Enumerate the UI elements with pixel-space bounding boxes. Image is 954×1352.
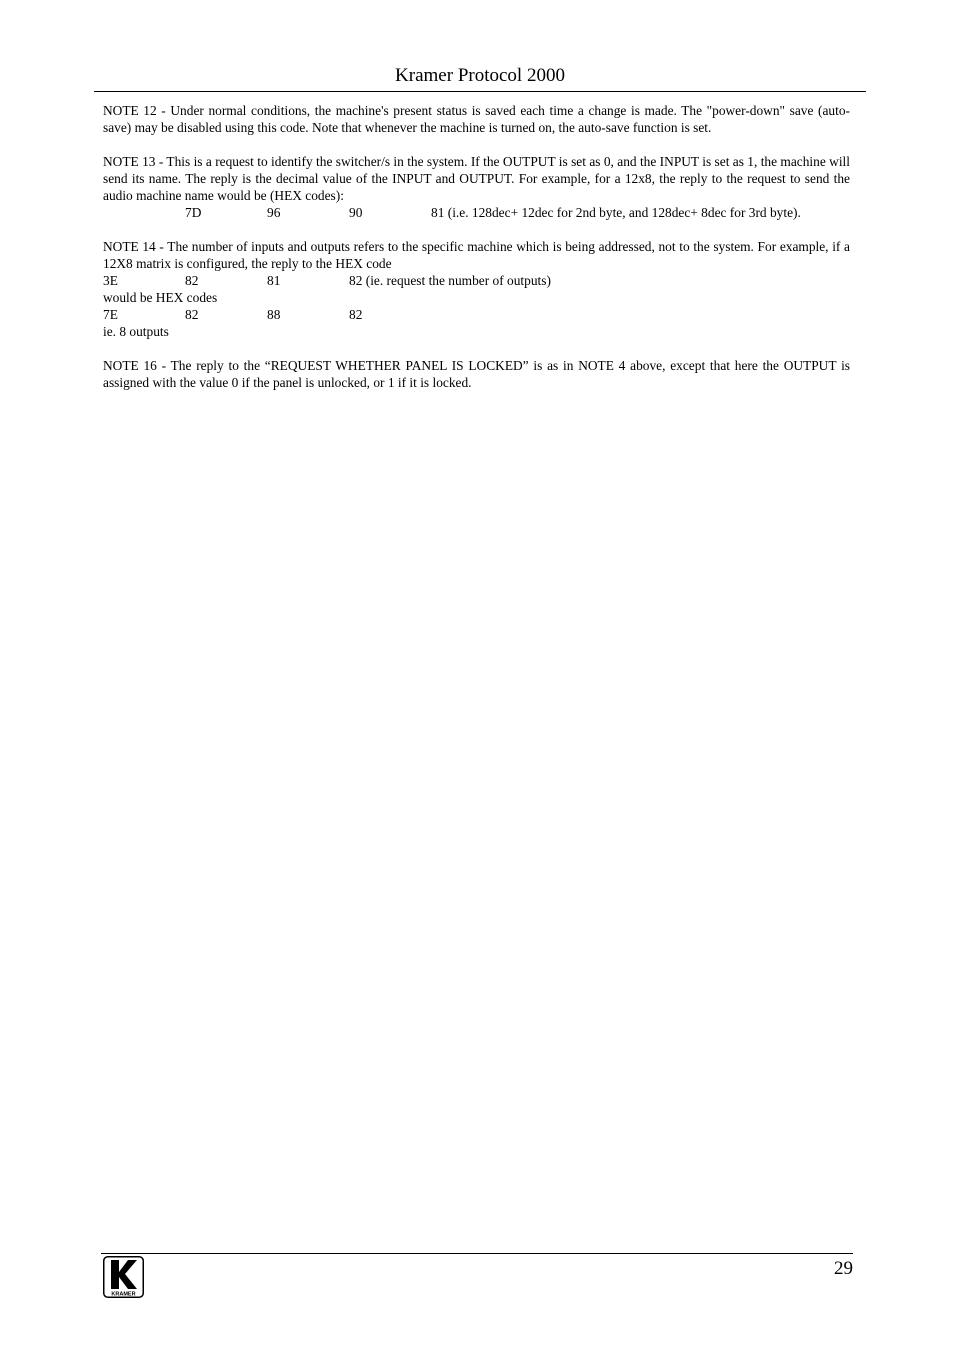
hex-byte: 3E — [103, 273, 118, 288]
hex-byte: 82 (ie. request the number of outputs) — [349, 273, 551, 288]
note-13-hex-row — [103, 204, 850, 221]
hex-byte: 90 — [349, 205, 363, 220]
document-body — [103, 102, 850, 408]
hex-byte: 81 — [267, 273, 281, 288]
note-14 — [103, 238, 850, 340]
footer-divider — [101, 1253, 853, 1254]
hex-byte: 82 — [349, 307, 363, 322]
header-divider — [94, 91, 866, 92]
hex-byte: 7D — [185, 205, 202, 220]
hex-byte: 88 — [267, 307, 281, 322]
note-14-text: NOTE 14 - The number of inputs and outputs refers to the specific machine which is being addressed, not to the system. For example, if a 12X8 matrix is configured, the reply to the HEX code — [103, 239, 850, 271]
note-14-request-hex-row — [103, 272, 850, 289]
hex-byte: 82 — [185, 307, 199, 322]
note-13 — [103, 153, 850, 221]
note-14-tail-text: ie. 8 outputs — [103, 324, 169, 339]
note-13-text: NOTE 13 - This is a request to identify the switcher/s in the system. If the OUTPUT is set as 0, and the INPUT is set as 1, the machine will send its name. The reply is the decimal value of the INPUT and OUTPUT. For example, for a 12x8, the reply to the request to send the audio machine name would be (HEX codes): — [103, 154, 850, 203]
note-16: NOTE 16 - The reply to the “REQUEST WHETHER PANEL IS LOCKED” is as in NOTE 4 above, except that here the OUTPUT is assigned with the value 0 if the panel is unlocked, or 1 if it is locked. — [103, 358, 850, 390]
note-14-reply-hex-row — [103, 306, 850, 323]
note-14-middle-text: would be HEX codes — [103, 290, 218, 305]
hex-byte: 81 (i.e. 128dec+ 12dec for 2nd byte, and 128dec+ 8dec for 3rd byte). — [431, 205, 801, 220]
logo-wordmark: KRAMER — [111, 1291, 136, 1298]
hex-byte: 82 — [185, 273, 199, 288]
page-number: 29 — [834, 1258, 853, 1279]
hex-byte: 96 — [267, 205, 281, 220]
page-header-title: Kramer Protocol 2000 — [395, 65, 565, 86]
hex-byte: 7E — [103, 307, 118, 322]
kramer-logo-icon — [103, 1256, 144, 1298]
note-12: NOTE 12 - Under normal conditions, the machine's present status is saved each time a change is made. The "power-down" save (auto-save) may be disabled using this code. Note that whenever the machine is turned on, the auto-save function is set. — [103, 103, 850, 135]
